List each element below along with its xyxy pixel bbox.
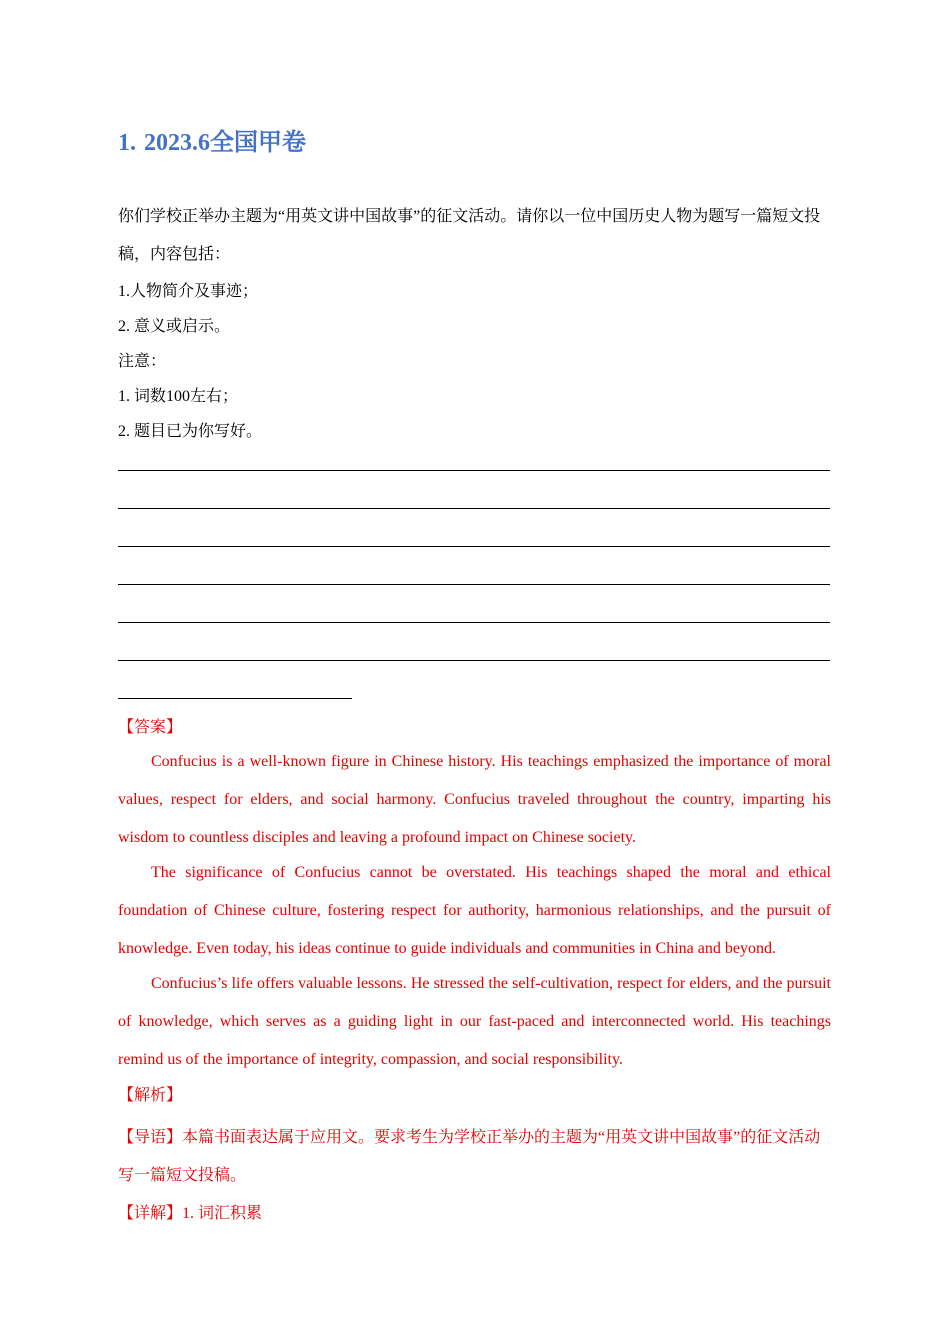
detail-text: 1. 词汇积累 bbox=[182, 1205, 263, 1222]
answer-paragraph: Confucius’s life offers valuable lessons. He stressed the self-cultivation, respect for elders, and the pursuit of knowledge, which serves as a guiding light in our fast-paced and interconnected world. His teachings remind us of the importance of integrity, compassion, and social responsibility. bbox=[118, 975, 831, 1068]
blank-line bbox=[118, 660, 830, 661]
question-title bbox=[118, 122, 306, 157]
answer-paragraph: Confucius is a well-known figure in Chinese history. His teachings emphasized the importance of moral values, respect for elders, and social harmony. Confucius traveled throughout the country, imparting his wisdom to countless disciples and leaving a profound impact on Chinese society. bbox=[118, 753, 831, 846]
prompt-note-label: 注意： bbox=[118, 353, 167, 370]
guide-label: 【导语】 bbox=[118, 1129, 183, 1146]
detail-label: 【详解】 bbox=[118, 1205, 183, 1222]
prompt-intro: 你们学校正举办主题为“用英文讲中国故事”的征文活动。请你以一位中国历史人物为题写一篇短文投稿，内容包括： bbox=[118, 208, 821, 263]
blank-line bbox=[118, 508, 830, 509]
blank-line bbox=[118, 622, 830, 623]
writing-prompt bbox=[118, 198, 831, 449]
blank-line bbox=[118, 584, 830, 585]
question-source: 2023.6全国甲卷 bbox=[144, 130, 306, 156]
prompt-item: 2. 意义或启示。 bbox=[118, 318, 231, 335]
prompt-item: 1. 词数100左右； bbox=[118, 388, 239, 405]
answer-paragraph: The significance of Confucius cannot be overstated. His teachings shaped the moral and ethical foundation of Chinese culture, fostering respect for authority, harmonious relationships, and the pursuit of knowledge. Even today, his ideas continue to guide individuals and communities in China and beyond. bbox=[118, 864, 831, 957]
prompt-item: 2. 题目已为你写好。 bbox=[118, 423, 263, 440]
prompt-item: 1.人物简介及事迹； bbox=[118, 283, 259, 300]
blank-line bbox=[118, 698, 352, 699]
answer-text bbox=[118, 743, 831, 1076]
blank-line bbox=[118, 546, 830, 547]
blank-line bbox=[118, 470, 830, 471]
guide-paragraph bbox=[118, 1119, 831, 1195]
question-number: 1. bbox=[118, 130, 136, 156]
guide-text: 本篇书面表达属于应用文。要求考生为学校正举办的主题为“用英文讲中国故事”的征文活动写一篇短文投稿。 bbox=[118, 1129, 821, 1184]
analysis-label: 【解析】 bbox=[118, 1087, 183, 1104]
analysis-section bbox=[118, 1084, 831, 1226]
answer-label: 【答案】 bbox=[118, 719, 183, 736]
detail-paragraph bbox=[118, 1202, 831, 1226]
